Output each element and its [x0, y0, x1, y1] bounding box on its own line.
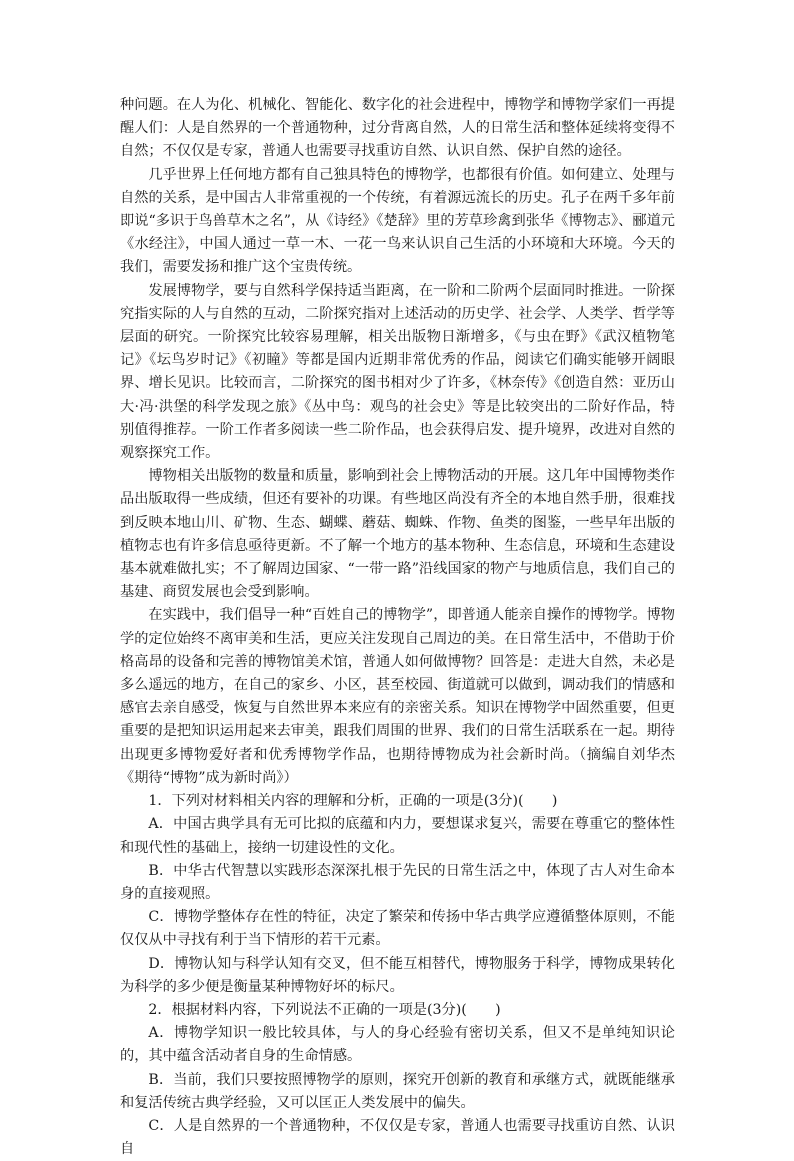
question-2-option-c: C．人是自然界的一个普通物种，不仅仅是专家，普通人也需要寻找重访自然、认识自: [120, 1117, 675, 1158]
question-1-stem: 1．下列对材料相关内容的理解和分析，正确的一项是(3分)( ): [148, 793, 558, 810]
paragraph-1: 种问题。在人为化、机械化、智能化、数字化的社会进程中，博物学和博物学家们一再提醒人们：人是自然界的一个普通物种，过分背离自然，人的日常生活和整体延续将变得不自然；不仅仅是专家，普通人也需要寻找重访自然、认识自然、保护自然的途径。: [120, 97, 675, 160]
paragraph-3: 发展博物学，要与自然科学保持适当距离，在一阶和二阶两个层面同时推进。一阶探究指实际的人与自然的互动，二阶探究指对上述活动的历史学、社会学、人类学、哲学等层面的研究。一阶探究比较容易理解，相关出版物日渐增多，《与虫在野》《武汉植物笔记》《坛鸟岁时记》《初瞳》等都是国内近期非常优秀的作品，阅读它们确实能够开阔眼界、增长见识。比较而言，二阶探究的图书相对少了许多，《林奈传》《创造自然：亚历山大·冯·洪堡的科学发现之旅》《丛中鸟：观鸟的社会史》等是比较突出的二阶好作品，特别值得推荐。一阶工作者多阅读一些二阶作品，也会获得启发、提升境界，改进对自然的观察探究工作。: [120, 282, 675, 462]
question-1-option-c: C．博物学整体存在性的特征，决定了繁荣和传扬中华古典学应遵循整体原则，不能仅仅从中寻找有利于当下情形的若干元素。: [120, 909, 675, 949]
question-1-option-d: D．博物认知与科学认知有交叉，但不能互相替代，博物服务于科学，博物成果转化为科学的多少便是衡量某种博物好坏的标尺。: [120, 955, 675, 995]
question-1-option-a: A．中国古典学具有无可比拟的底蕴和内力，要想谋求复兴，需要在尊重它的整体性和现代性的基础上，接纳一切建设性的文化。: [120, 816, 675, 856]
paragraph-4: 博物相关出版物的数量和质量，影响到社会上博物活动的开展。这几年中国博物类作品出版取得一些成绩，但还有要补的功课。有些地区尚没有齐全的本地自然手册，很难找到反映本地山川、矿物、生态、蝴蝶、蘑菇、蜘蛛、作物、鱼类的图鉴，一些早年出版的植物志也有许多信息亟待更新。不了解一个地方的基本物种、生态信息，环境和生态建设基本就难做扎实；不了解周边国家、“一带一路”沿线国家的物产与地质信息，我们自己的基建、商贸发展也会受到影响。: [120, 468, 675, 601]
question-2-option-a: A．博物学知识一般比较具体，与人的身心经验有密切关系，但又不是单纯知识论的，其中蕴含活动者自身的生命情感。: [120, 1025, 675, 1065]
document-page: [120, 94, 675, 1161]
question-2-option-b: B．当前，我们只要按照博物学的原则，探究开创新的教育和承继方式，就既能继承和复活传统古典学经验，又可以匡正人类发展中的偏失。: [120, 1071, 675, 1111]
question-2-stem: 2．根据材料内容，下列说法不正确的一项是(3分)( ): [148, 1001, 501, 1018]
paragraph-5: 在实践中，我们倡导一种“百姓自己的博物学”，即普通人能亲自操作的博物学。博物学的定位始终不离审美和生活，更应关注发现自己周边的美。在日常生活中，不借助于价格高昂的设备和完善的博物馆美术馆，普通人如何做博物？回答是：走进大自然，未必是多么遥远的地方，在自己的家乡、小区，甚至校园、街道就可以做到，调动我们的情感和感官去亲自感受，恢复与自然世界本来应有的亲密关系。知识在博物学中固然重要，但更重要的是把知识运用起来去审美，跟我们周围的世界、我们的日常生活联系在一起。期待出现更多博物爱好者和优秀博物学作品，也期待博物成为社会新时尚。（摘编自刘华杰《期待“博物”成为新时尚》）: [120, 607, 675, 786]
question-1-option-b: B．中华古代智慧以实践形态深深扎根于先民的日常生活之中，体现了古人对生命本身的直接观照。: [120, 862, 675, 902]
paragraph-2: 几乎世界上任何地方都有自己独具特色的博物学，也都很有价值。如何建立、处理与自然的关系，是中国古人非常重视的一个传统，有着源远流长的历史。孔子在两千多年前即说“多识于鸟兽草木之名”，从《诗经》《楚辞》里的芳草珍禽到张华《博物志》、郦道元《水经注》，中国人通过一草一木、一花一鸟来认识自己生活的小环境和大环境。今天的我们，需要发扬和推广这个宝贵传统。: [120, 166, 675, 276]
